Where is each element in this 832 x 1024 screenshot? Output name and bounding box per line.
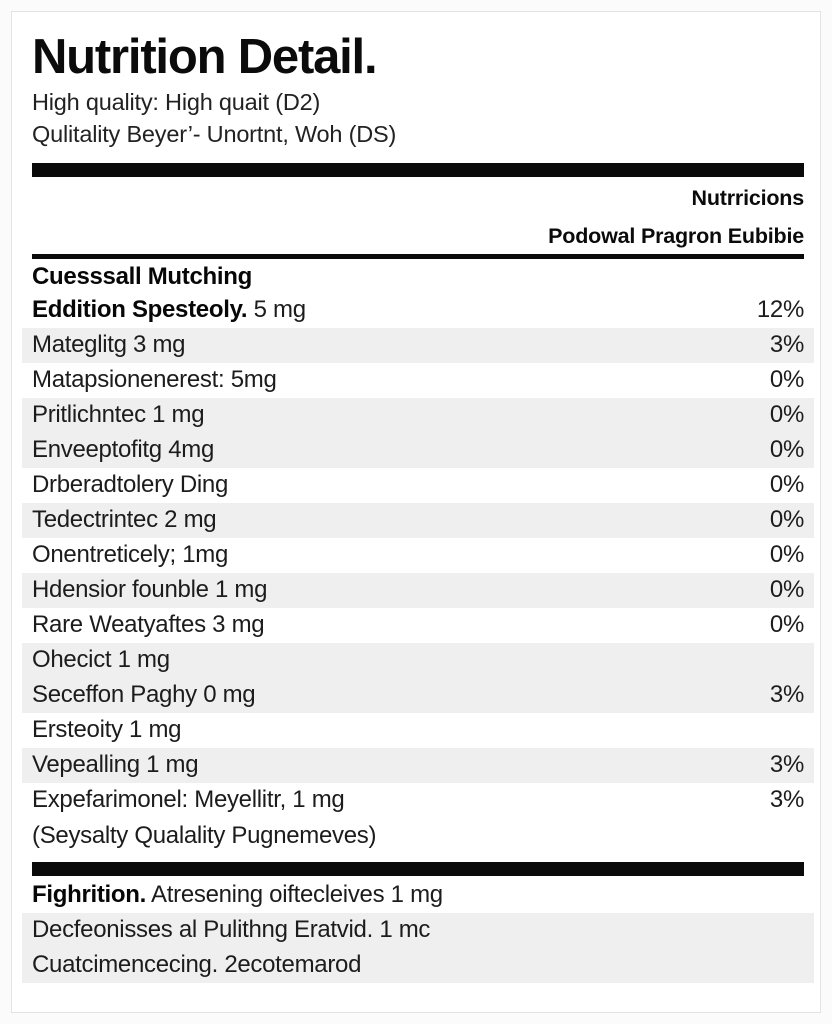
divider-footer bbox=[32, 862, 804, 876]
daily-value-percent: 0% bbox=[769, 400, 804, 428]
nutrient-label: Expefarimonel: Meyellitr, 1 mg bbox=[32, 785, 345, 813]
nutrient-row bbox=[22, 433, 814, 468]
nutrient-row bbox=[22, 293, 814, 328]
nutrient-row bbox=[22, 538, 814, 573]
daily-value-percent: 3% bbox=[769, 330, 804, 358]
nutrient-label: Rare Weatyaftes 3 mg bbox=[32, 610, 265, 638]
nutrient-row bbox=[22, 573, 814, 608]
daily-value-percent: 12% bbox=[756, 295, 804, 323]
nutrient-row bbox=[22, 398, 814, 433]
nutrient-row bbox=[22, 748, 814, 783]
label-note: (Seysalty Qualality Pugnemeves) bbox=[32, 821, 377, 849]
nutrient-label: Tedectrintec 2 mg bbox=[32, 505, 217, 533]
daily-value-percent: 0% bbox=[769, 365, 804, 393]
nutrient-row bbox=[22, 328, 814, 363]
footer-row bbox=[22, 878, 814, 913]
daily-value-percent: 0% bbox=[769, 540, 804, 568]
nutrient-row bbox=[22, 468, 814, 503]
nutrient-row bbox=[22, 503, 814, 538]
divider-top bbox=[32, 163, 804, 177]
nutrient-row bbox=[22, 678, 814, 713]
column-header-line-2: Podowal Pragron Eubibie bbox=[548, 224, 804, 249]
nutrient-label: Matapsionenerest: 5mg bbox=[32, 365, 277, 393]
nutrition-label-card bbox=[11, 11, 821, 1013]
nutrient-row bbox=[22, 643, 814, 678]
group-heading: Cuesssall Mutching bbox=[32, 262, 252, 290]
footer-row bbox=[22, 913, 814, 948]
daily-value-percent: 0% bbox=[769, 435, 804, 463]
subtitle-line-2: Qulitality Beyer’- Unortnt, Woh (DS) bbox=[32, 120, 397, 147]
footer-row-text: Decfeonisses al Pulithng Eratvid. 1 mc bbox=[32, 915, 431, 943]
footer-row-text: Atresening oiftecleives 1 mg bbox=[146, 880, 443, 908]
nutrient-label: Ersteoity 1 mg bbox=[32, 715, 182, 743]
nutrient-label: Drberadtolery Ding bbox=[32, 470, 229, 498]
daily-value-percent: 0% bbox=[769, 610, 804, 638]
nutrient-label: Ohecict 1 mg bbox=[32, 645, 170, 673]
footer-row bbox=[22, 948, 814, 983]
daily-value-percent: 3% bbox=[769, 680, 804, 708]
daily-value-percent: 0% bbox=[769, 470, 804, 498]
daily-value-percent: 3% bbox=[769, 785, 804, 813]
nutrient-row bbox=[22, 363, 814, 398]
daily-value-percent: 3% bbox=[769, 750, 804, 778]
nutrient-row bbox=[22, 783, 814, 818]
nutrient-label: Eddition Spesteoly. 5 mg bbox=[32, 295, 306, 323]
footer-row-list bbox=[32, 878, 804, 983]
nutrient-row-list bbox=[32, 293, 804, 818]
label-content bbox=[32, 32, 804, 983]
nutrient-label: Hdensior founble 1 mg bbox=[32, 575, 268, 603]
column-header-line-1: Nutrricions bbox=[691, 185, 804, 210]
nutrient-label: Enveeptofitg 4mg bbox=[32, 435, 214, 463]
footer-row-emphasis: Fighrition. bbox=[32, 880, 147, 908]
page-title: Nutrition Detail. bbox=[32, 30, 377, 84]
nutrient-row bbox=[22, 713, 814, 748]
daily-value-percent: 0% bbox=[769, 575, 804, 603]
nutrient-label: Pritlichntec 1 mg bbox=[32, 400, 205, 428]
nutrient-label: Onentreticely; 1mg bbox=[32, 540, 229, 568]
subtitle-line-1: High quality: High quait (D2) bbox=[32, 88, 321, 115]
nutrient-row bbox=[22, 608, 814, 643]
footer-row-text: Cuatcimencecing. 2ecotemarod bbox=[32, 950, 362, 978]
nutrient-label: Seceffon Paghy 0 mg bbox=[32, 680, 256, 708]
nutrient-label: Vepealling 1 mg bbox=[32, 750, 199, 778]
daily-value-percent: 0% bbox=[769, 505, 804, 533]
nutrient-amount: 5 mg bbox=[247, 295, 306, 323]
nutrient-label: Mateglitg 3 mg bbox=[32, 330, 186, 358]
